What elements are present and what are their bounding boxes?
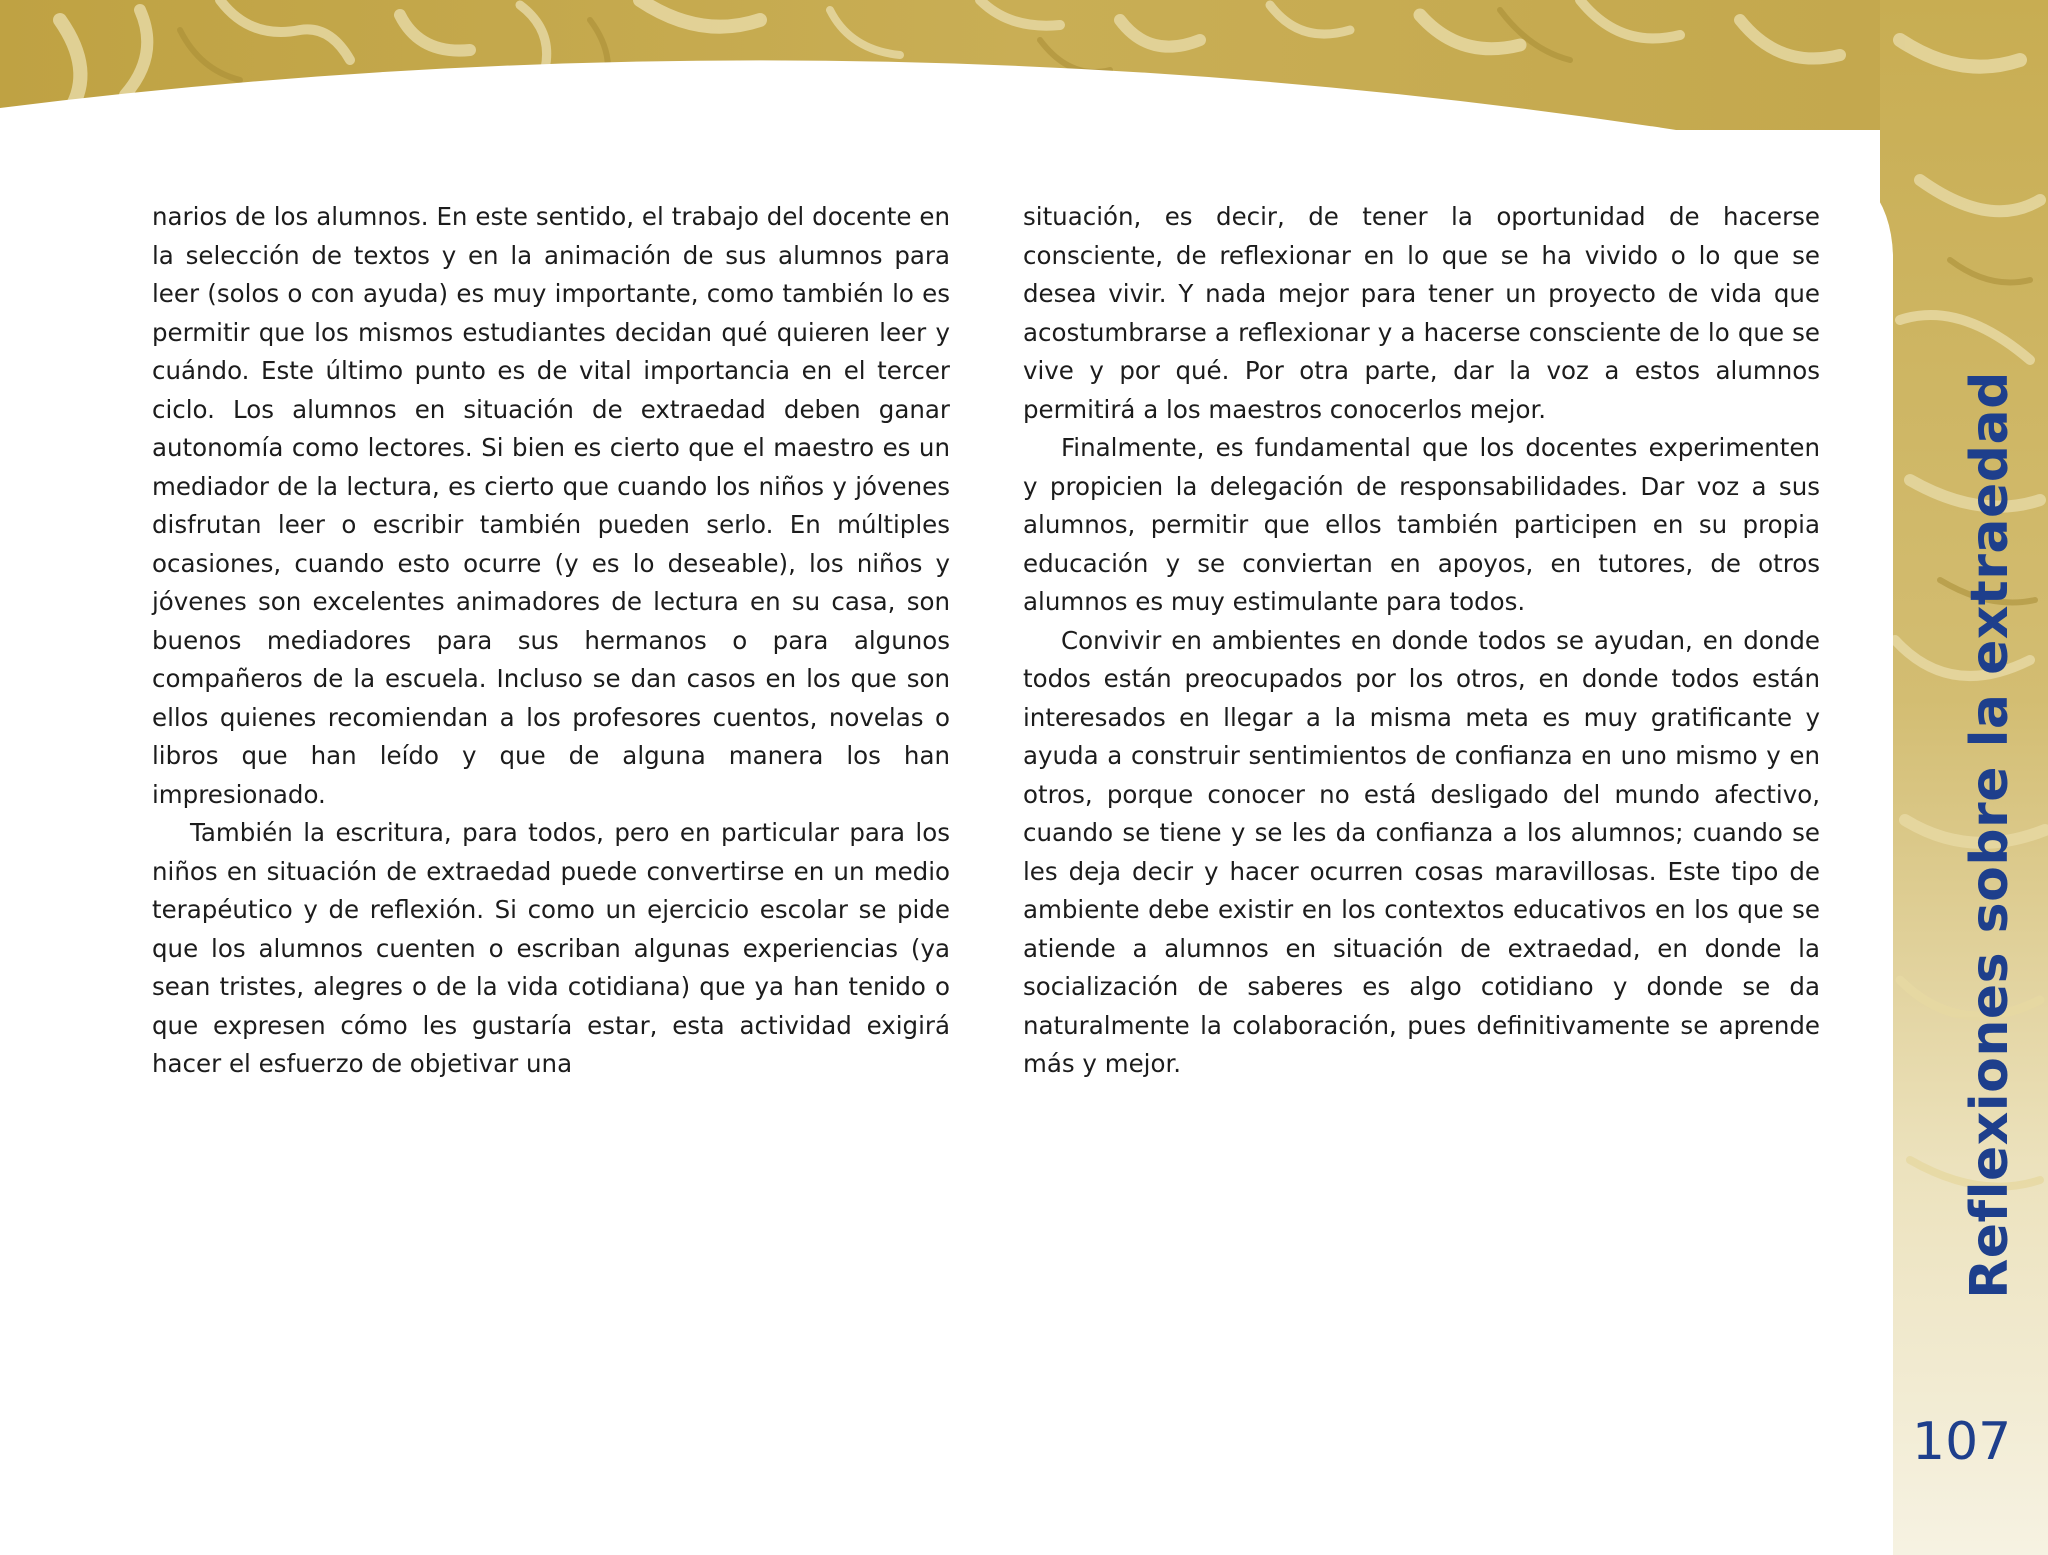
paragraph: Convivir en ambientes en donde todos se ayudan, en donde todos están preocupados por los otros, en donde todos están interesados en llegar a la misma meta es muy gratificante y ayuda a construir sentimientos de confianza en uno mismo y en otros, porque conocer no está desligado del mundo afectivo, cuando se tiene y se les da confianza a los alumnos; cuando se les deja decir y hacer ocurren cosas maravillosas. Este tipo de ambiente debe existir en los contextos educativos en los que se atiende a alumnos en situación de extraedad, en donde la socialización de saberes es algo cotidiano y donde se da naturalmente la colaboración, pues definitivamente se aprende más y mejor. xyxy=(1023,625,1820,1078)
paragraph: narios de los alumnos. En este sentido, el trabajo del docente en la selección de textos y en la animación de sus alumnos para leer (solos o con ayuda) es muy importante, como también lo es permitir que los mismos estudiantes decidan qué quieren leer y cuándo. Este último punto es de vital importancia en el tercer ciclo. Los alumnos en situación de extraedad deben ganar autonomía como lectores. Si bien es cierto que el maestro es un mediador de la lectura, es cierto que cuando los niños y jóvenes disfrutan leer o escribir también pueden serlo. En múltiples ocasiones, cuando esto ocurre (y es lo deseable), los niños y jóvenes son excelentes animadores de lectura en su casa, son buenos mediadores para sus hermanos o para algunos compañeros de la escuela. Incluso se dan casos en los que son ellos quienes recomiendan a los profesores cuentos, novelas o libros que han leído y que de alguna manera los han impresionado. xyxy=(152,202,950,809)
paragraph: También la escritura, para todos, pero en particular para los niños en situación de extraedad puede convertirse en un medio terapéutico y de reflexión. Si como un ejercicio escolar se pide que los alumnos cuenten o escriban algunas experiencias (ya sean tristes, alegres o de la vida cotidiana) que ya han tenido o que expresen cómo les gustaría estar, esta actividad exigirá hacer el esfuerzo de objetivar una xyxy=(152,818,950,1078)
paragraph: Finalmente, es fundamental que los docentes experimenten y propicien la delegación de responsabilidades. Dar voz a sus alumnos, permitir que ellos también participen en su propia educación y se conviertan en apoyos, en tutores, de otros alumnos es muy estimulante para todos. xyxy=(1023,433,1820,616)
section-title: Reflexiones sobre la extraedad xyxy=(1960,371,2020,1299)
page-number: 107 xyxy=(1912,1412,2012,1472)
paragraph: situación, es decir, de tener la oportunidad de hacerse consciente, de reflexionar en lo que se ha vivido o lo que se desea vivir. Y nada mejor para tener un proyecto de vida que acostumbrarse a reflexionar y a hacerse consciente de lo que se vive y por qué. Por otra parte, dar la voz a estos alumnos permitirá a los maestros conocerlos mejor. xyxy=(1023,202,1820,424)
left-text-column xyxy=(152,198,950,1084)
right-text-column xyxy=(1023,198,1820,1084)
